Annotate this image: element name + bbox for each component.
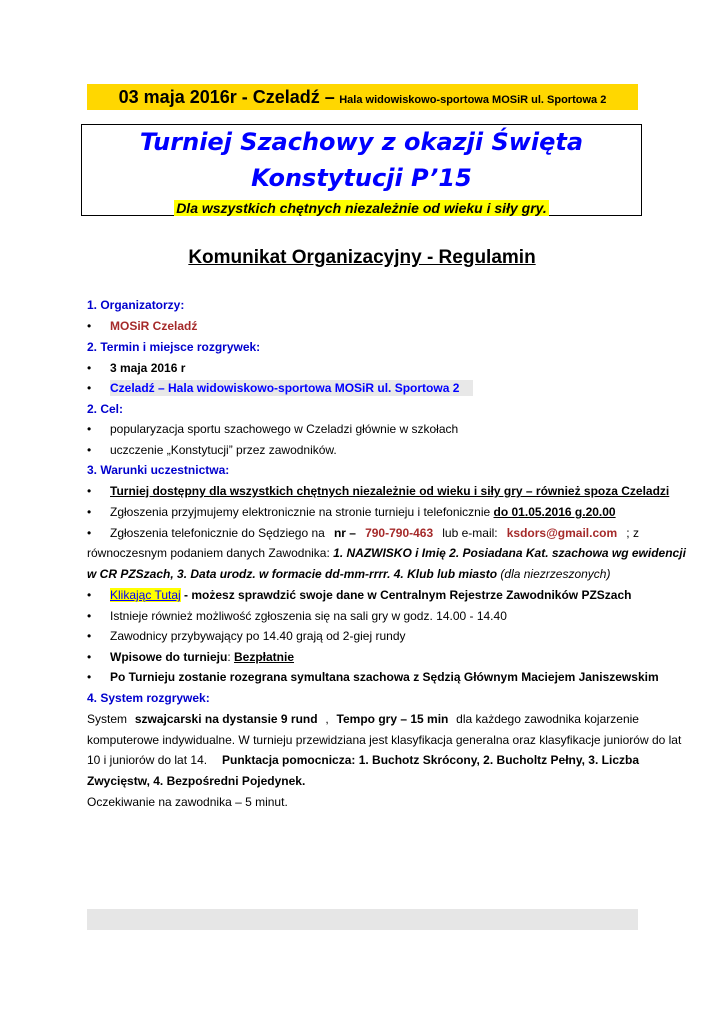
goal-item-1: popularyzacja sportu szachowego w Czeladzi głównie w szkołach — [110, 422, 459, 436]
event-date: 3 maja 2016 r — [110, 361, 186, 375]
phone-label: nr – — [333, 526, 356, 540]
phone-text: Zgłoszenia telefonicznie do Sędziego na — [110, 526, 325, 540]
phone-tail: ; z — [626, 526, 639, 540]
data-fields-2: w CR PZSzach, 3. Data urodz. w formacie dd-mm-rrrr. 4. Klub lub miasto — [87, 567, 498, 581]
condition-fee — [110, 649, 294, 665]
system-text-e: dla każdego zawodnika kojarzenie — [456, 712, 639, 726]
organizer-name: MOSiR Czeladź — [110, 319, 198, 333]
check-data-text: - możesz sprawdzić swoje dane w Centralnym Rejestrze Zawodników PZSzach — [180, 588, 632, 602]
email-address[interactable]: ksdors@gmail.com — [506, 526, 618, 540]
email-label: lub e-mail: — [442, 526, 498, 540]
fee-label: Wpisowe do turnieju — [110, 650, 228, 664]
data-intro: równoczesnym podaniem danych Zawodnika: — [87, 546, 334, 560]
system-paragraph-line-2: komputerowe indywidualne. W turnieju przewidziana jest klasyfikacja generalna oraz klasyfikacje juniorów do lat — [87, 733, 682, 747]
title-line-2: Konstytucji P’15 — [251, 164, 472, 192]
title-subtitle: Dla wszystkich chętnych niezależnie od wieku i siły gry. — [176, 200, 547, 216]
section-organizers-title: 1. Organizatorzy: — [87, 298, 185, 312]
system-sep: , — [325, 712, 329, 726]
condition-phone-line-3 — [87, 566, 639, 582]
system-paragraph-line-1 — [87, 711, 639, 727]
condition-phone-line-2 — [87, 545, 686, 561]
condition-registration — [110, 504, 616, 520]
footer-bar — [87, 909, 638, 930]
phone-number[interactable]: 790-790-463 — [365, 526, 434, 540]
title-line-1: Turniej Szachowy z okazji Święta — [139, 128, 584, 156]
condition-late: Zawodnicy przybywający po 14.40 grają od 2-giej rundy — [110, 629, 406, 643]
section-system-title: 4. System rozgrywek: — [87, 691, 210, 705]
system-juniors: 10 i juniorów do lat 14. — [87, 753, 208, 767]
registration-text: Zgłoszenia przyjmujemy elektronicznie na stronie turnieju i telefonicznie — [110, 505, 494, 519]
condition-phone — [110, 525, 639, 541]
condition-onsite: Istnieje również możliwość zgłoszenia się na sali gry w godz. 14.00 - 14.40 — [110, 609, 507, 623]
section-goal-title: 2. Cel: — [87, 402, 124, 416]
system-paragraph-line-4: Zwycięstw, 4. Bezpośredni Pojedynek. — [87, 774, 306, 788]
condition-open: Turniej dostępny dla wszystkich chętnych niezależnie od wieku i siły gry – również spoza Czeladzi — [110, 484, 670, 498]
event-venue: Czeladź – Hala widowiskowo-sportowa MOSiR ul. Sportowa 2 — [110, 380, 473, 396]
date-venue: Hala widowiskowo-sportowa MOSiR ul. Sportowa 2 — [339, 94, 607, 106]
condition-simul: Po Turnieju zostanie rozegrana symultana szachowa z Sędzią Głównym Maciejem Janiszewskim — [110, 670, 659, 684]
system-tempo: Tempo gry – 15 min — [336, 712, 449, 726]
date-banner — [87, 84, 638, 110]
title-box — [81, 124, 642, 216]
system-text-a: System — [87, 712, 128, 726]
fee-value: Bezpłatnie — [234, 650, 295, 664]
data-fields-1: 1. NAZWISKO i Imię 2. Posiadana Kat. szachowa wg ewidencji — [333, 546, 686, 560]
system-tiebreaks: Punktacja pomocnicza: 1. Buchotz Skrócony, 2. Bucholtz Pełny, 3. Liczba — [222, 753, 639, 767]
goal-item-2: uczczenie „Konstytucji” przez zawodników. — [110, 443, 337, 457]
condition-check-data — [110, 587, 632, 603]
system-wait-time: Oczekiwanie na zawodnika – 5 minut. — [87, 795, 288, 809]
section-conditions-title: 3. Warunki uczestnictwa: — [87, 463, 230, 477]
registration-deadline: do 01.05.2016 g.20.00 — [493, 505, 616, 519]
section-date-place-title: 2. Termin i miejsce rozgrywek: — [87, 340, 261, 354]
system-paragraph-line-3 — [87, 752, 639, 768]
page-heading: Komunikat Organizacyjny - Regulamin — [188, 247, 536, 268]
fee-sep: : — [227, 650, 234, 664]
check-data-link[interactable]: Klikając Tutaj — [110, 588, 181, 602]
system-type: szwajcarski na dystansie 9 rund — [134, 712, 318, 726]
date-main: 03 maja 2016r - Czeladź – — [118, 87, 335, 107]
data-fields-note: (dla niezrzeszonych) — [497, 567, 611, 581]
